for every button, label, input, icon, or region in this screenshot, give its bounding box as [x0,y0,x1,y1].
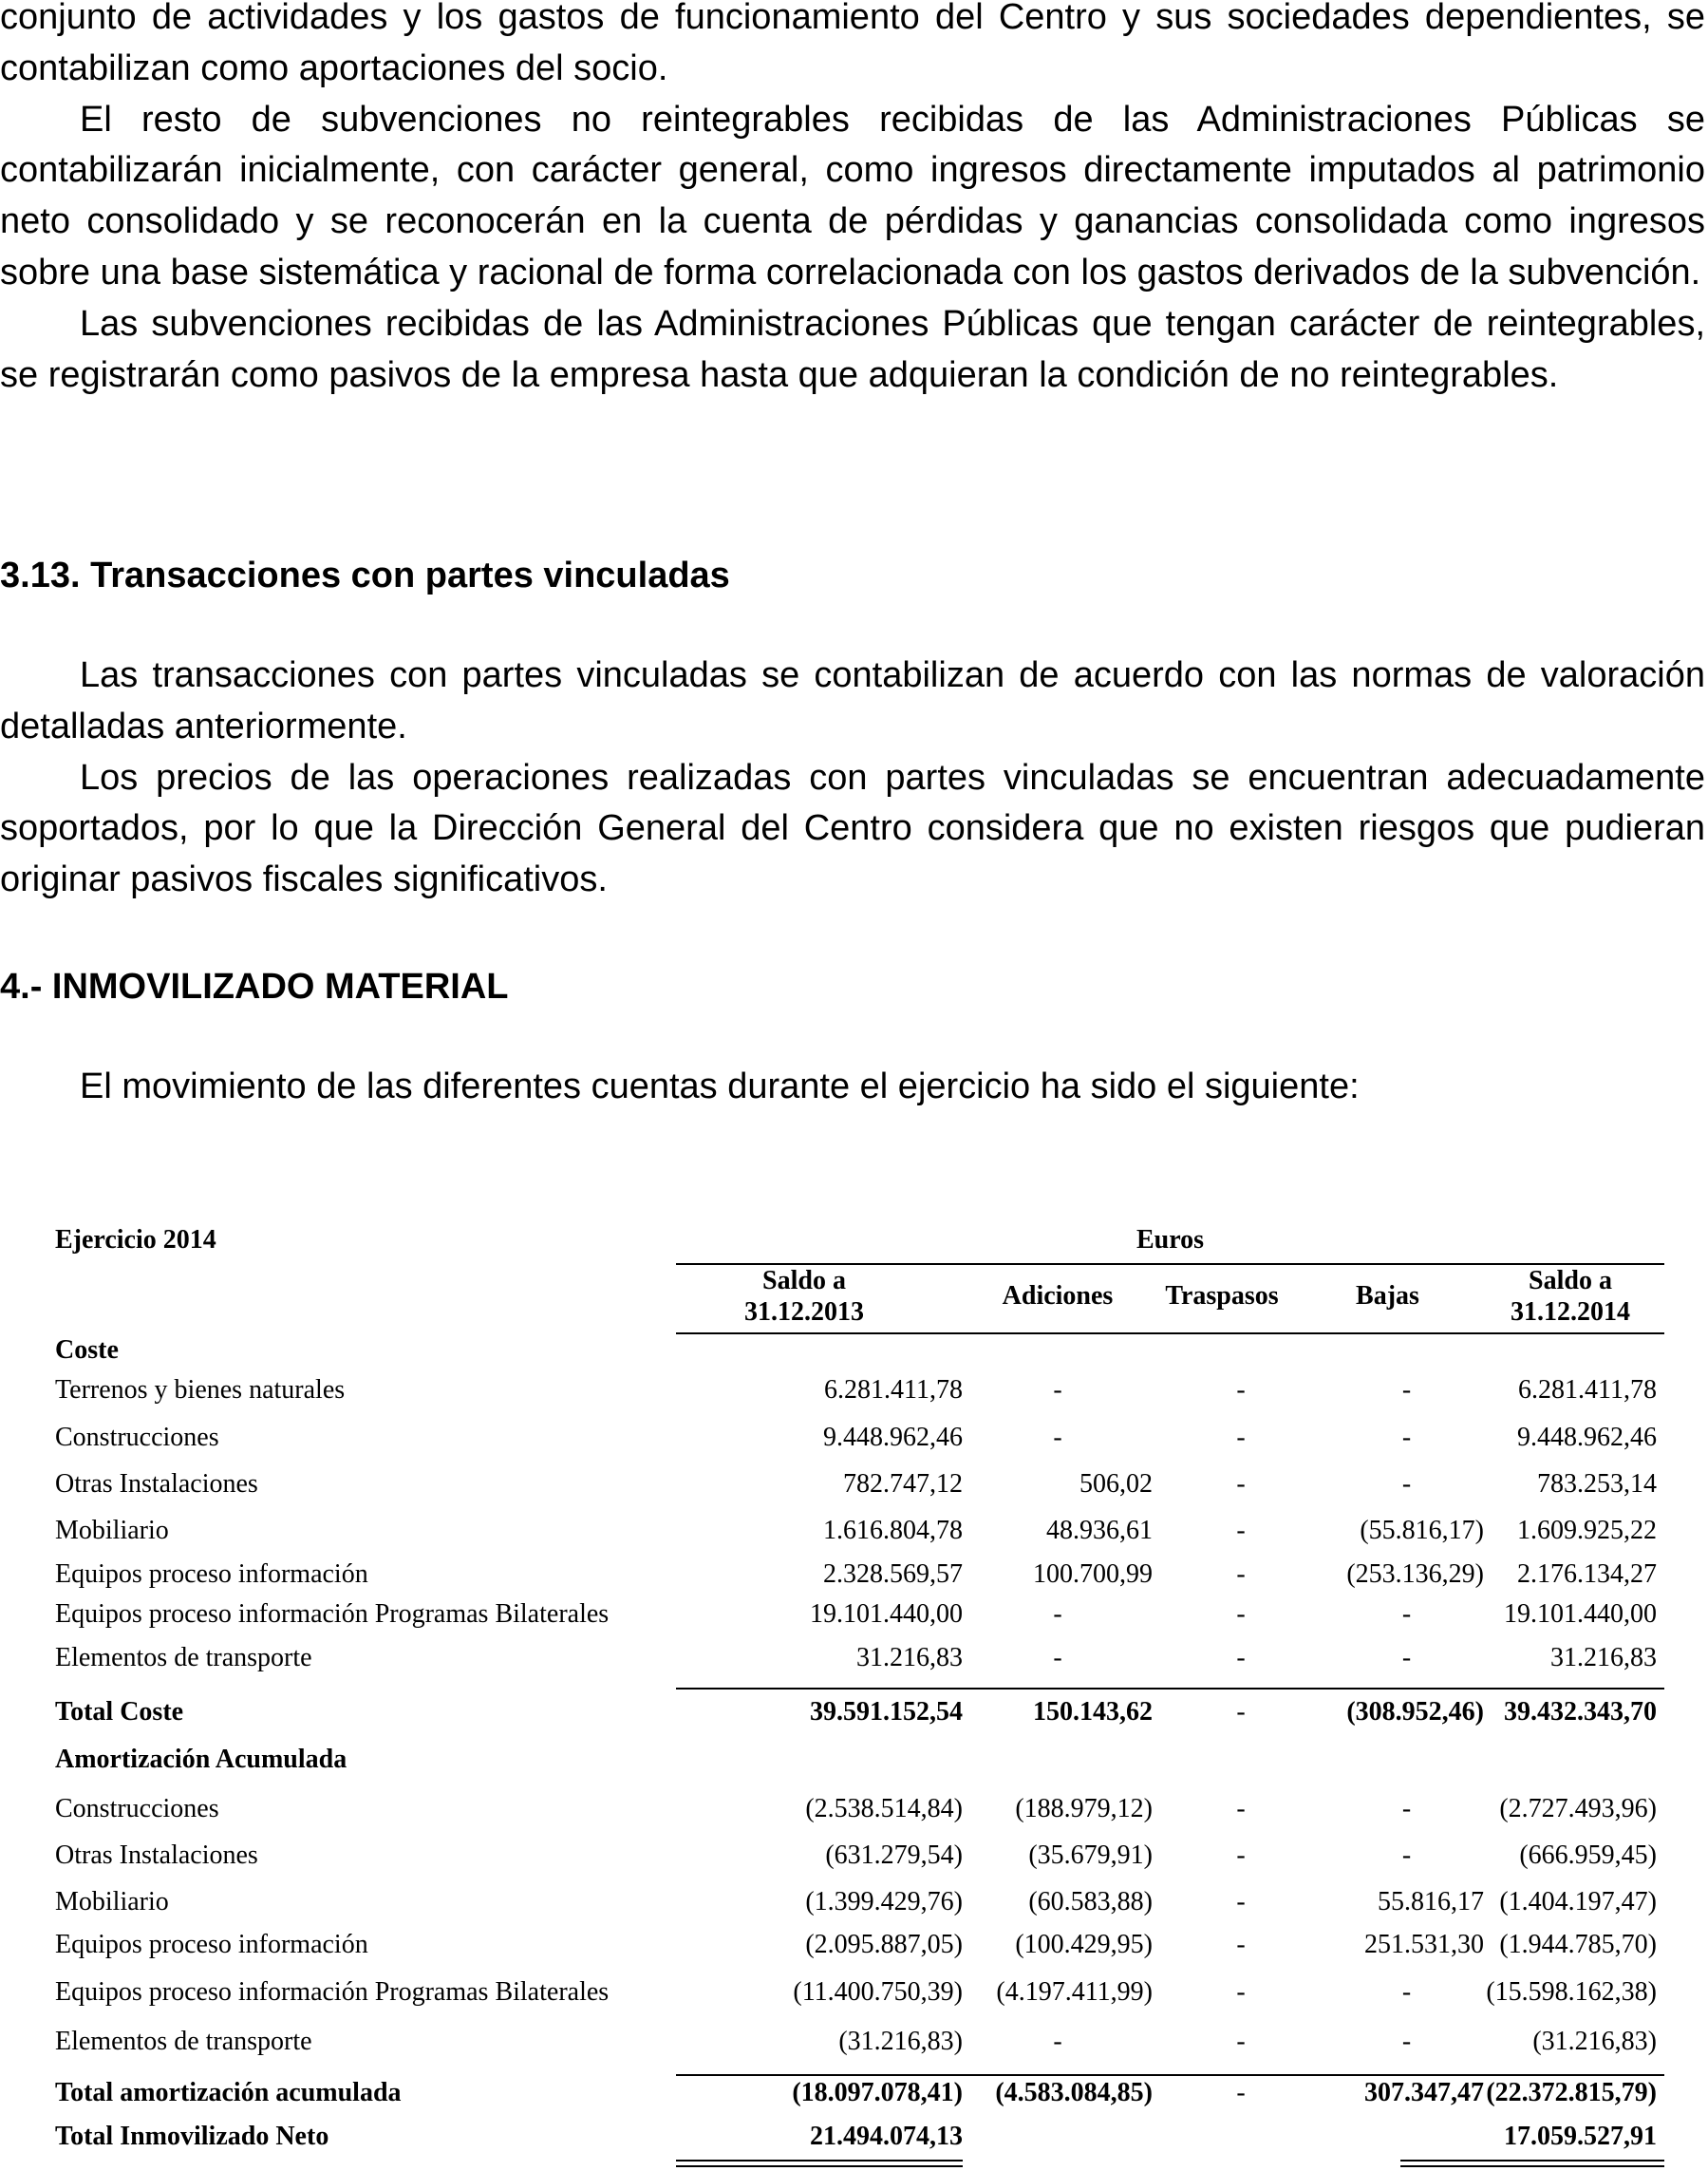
row-label: Equipos proceso información Programas Bilaterales [55,1599,610,1629]
cell-saldo-2013: 1.616.804,78 [823,1516,963,1545]
cell-traspasos: - [1236,1794,1246,1823]
cell-adiciones: (100.429,95) [1015,1930,1153,1959]
cell-saldo-2013: (2.538.514,84) [805,1794,963,1823]
total-row [55,2070,1664,2114]
cell-saldo-2013: (18.097.078,41) [792,2078,963,2107]
table-row [55,2021,1664,2070]
cell-traspasos: - [1236,1423,1246,1452]
cell-bajas: - [1401,1469,1412,1499]
cell-bajas: - [1401,1977,1412,2007]
cell-bajas: 251.531,30 [1364,1930,1484,1959]
column-header-line: 31.12.2013 [744,1297,864,1327]
paragraph: Las subvenciones recibidas de las Administraciones Públicas que tengan carácter de reintegrables, se registrarán como pasivos de la empresa hasta que adquieran la condición de no reintegrables. [0,303,1705,395]
paragraph: Las transacciones con partes vinculadas se contabilizan de acuerdo con las normas de valoración detalladas anteriormente. [0,655,1705,746]
fixed-assets-table [55,1225,1664,2171]
cell-saldo-2014: (666.959,45) [1519,1841,1657,1870]
group-label: Coste [55,1335,119,1365]
intro-paragraphs [0,0,1705,401]
total-divider [676,1688,1664,1690]
net-total-row [55,2114,1664,2171]
cell-saldo-2014: (22.372.815,79) [1486,2078,1657,2107]
row-label: Mobiliario [55,1516,169,1545]
cell-saldo-2014: (1.404.197,47) [1499,1887,1657,1916]
cell-saldo-2014: 39.432.343,70 [1504,1697,1657,1727]
cell-saldo-2013: (2.095.887,05) [805,1930,963,1959]
cell-adiciones: - [1053,2027,1062,2056]
cell-traspasos: - [1236,1930,1246,1959]
cell-bajas: (253.136,29) [1346,1559,1484,1589]
cell-bajas: 55.816,17 [1378,1887,1484,1916]
column-header-adiciones: Adiciones [1002,1281,1114,1311]
cell-adiciones: (188.979,12) [1015,1794,1153,1823]
cell-saldo-2014: (2.727.493,96) [1499,1794,1657,1823]
cell-bajas: - [1401,1643,1412,1672]
column-header-bajas: Bajas [1356,1281,1419,1311]
cell-adiciones: 506,02 [1079,1469,1153,1499]
row-label: Mobiliario [55,1887,169,1916]
cell-saldo-2013: (631.279,54) [825,1841,963,1870]
cell-saldo-2014: 17.059.527,91 [1504,2122,1657,2151]
column-header-line: 31.12.2014 [1511,1297,1630,1327]
cell-saldo-2014: (31.216,83) [1532,2027,1657,2056]
cell-traspasos: - [1236,2078,1246,2107]
cell-saldo-2014: 2.176.134,27 [1517,1559,1657,1589]
cell-traspasos: - [1236,1697,1246,1727]
cell-bajas: (55.816,17) [1360,1516,1484,1545]
cell-adiciones: 150.143,62 [1033,1697,1153,1727]
table-header [55,1225,1664,1337]
table-row [55,1559,1664,1599]
table-row [55,1972,1664,2021]
table-row [55,1469,1664,1516]
paragraph: El resto de subvenciones no reintegrables recibidas de las Administraciones Públicas se contabilizarán inicialmente, con carácter general, como ingresos directamente imputados al patrimonio neto consolidado y se reconocerán en la cuenta de pérdidas y ganancias consolidada como ingresos sobre una base sistemática y racional de forma correlacionada con los gastos derivados de la subvención. [0,99,1705,293]
cell-saldo-2014: (15.598.162,38) [1486,1977,1657,2007]
group-label: Amortización Acumulada [55,1745,347,1774]
table-row [55,1516,1664,1559]
cell-saldo-2013: 6.281.411,78 [824,1375,963,1405]
cell-saldo-2013: 782.747,12 [843,1469,963,1499]
section-heading: 3.13. Transacciones con partes vinculadas [0,556,730,595]
cell-bajas: - [1401,2027,1412,2056]
cell-saldo-2013: 9.448.962,46 [823,1423,963,1452]
paragraph: Los precios de las operaciones realizadas con partes vinculadas se encuentran adecuadamente soportados, por lo que la Dirección General del Centro considera que no existen riesgos que pudieran originar pasivos fiscales significativos. [0,757,1705,900]
column-header-line: Saldo a [762,1266,846,1295]
paragraph: El movimiento de las diferentes cuentas durante el ejercicio ha sido el siguiente: [80,1067,1360,1106]
cell-adiciones: - [1053,1375,1062,1405]
cell-saldo-2013: 31.216,83 [856,1643,963,1672]
cell-adiciones: (4.583.084,85) [995,2078,1153,2107]
cell-traspasos: - [1236,1977,1246,2007]
cell-adiciones: (60.583,88) [1028,1887,1153,1916]
cell-adiciones: - [1053,1643,1062,1672]
cell-saldo-2014: 783.253,14 [1537,1469,1657,1499]
cell-saldo-2013: 21.494.074,13 [810,2122,963,2151]
table-row [55,1881,1664,1924]
section-313-paragraphs [0,651,1705,906]
table-row [55,1643,1664,1690]
cell-saldo-2014: 31.216,83 [1550,1643,1657,1672]
row-label: Construcciones [55,1423,219,1452]
row-label: Equipos proceso información [55,1930,368,1959]
cell-saldo-2013: (31.216,83) [838,2027,963,2056]
table-row [55,1423,1664,1469]
column-header-saldo-2013 [676,1265,932,1328]
table-row [55,1924,1664,1972]
column-header-line: Saldo a [1529,1266,1612,1295]
cell-bajas: - [1401,1423,1412,1452]
cell-adiciones: - [1053,1599,1062,1629]
cell-traspasos: - [1236,2027,1246,2056]
cell-bajas: - [1401,1375,1412,1405]
cell-bajas: - [1401,1841,1412,1870]
section-4-intro [0,1062,1705,1113]
column-header-traspasos: Traspasos [1165,1281,1279,1311]
cell-traspasos: - [1236,1469,1246,1499]
group-label-row [55,1337,1664,1375]
total-row [55,1690,1664,1739]
column-header-saldo-2014 [1484,1265,1657,1328]
cell-traspasos: - [1236,1887,1246,1916]
cell-traspasos: - [1236,1643,1246,1672]
table-row [55,1375,1664,1423]
cell-bajas: - [1401,1599,1412,1629]
row-label: Equipos proceso información [55,1559,368,1589]
table-row [55,1599,1664,1643]
cell-traspasos: - [1236,1559,1246,1589]
cell-traspasos: - [1236,1516,1246,1545]
double-underline [1400,2160,1664,2167]
total-divider [676,2074,1664,2076]
cell-saldo-2014: 19.101.440,00 [1504,1599,1657,1629]
table-row [55,1835,1664,1881]
row-label: Otras Instalaciones [55,1469,258,1499]
cell-adiciones: 48.936,61 [1046,1516,1153,1545]
cell-saldo-2013: 2.328.569,57 [823,1559,963,1589]
cell-adiciones: (4.197.411,99) [996,1977,1153,2007]
cell-saldo-2013: 39.591.152,54 [810,1697,963,1727]
cell-saldo-2014: 6.281.411,78 [1518,1375,1657,1405]
row-label: Total Inmovilizado Neto [55,2122,329,2151]
row-label: Terrenos y bienes naturales [55,1375,346,1405]
cell-traspasos: - [1236,1375,1246,1405]
double-underline [676,2160,963,2167]
row-label: Elementos de transporte [55,2027,312,2056]
row-label: Elementos de transporte [55,1643,312,1672]
table-year-label: Ejercicio 2014 [55,1225,216,1255]
cell-bajas: 307.347,47 [1364,2078,1484,2107]
row-label: Total Coste [55,1697,184,1727]
row-label: Total amortización acumulada [55,2078,402,2107]
cell-saldo-2014: 1.609.925,22 [1517,1516,1657,1545]
row-label: Otras Instalaciones [55,1841,258,1870]
cell-adiciones: 100.700,99 [1033,1559,1153,1589]
group-label-row [55,1739,1664,1788]
table-row [55,1788,1664,1835]
cell-traspasos: - [1236,1841,1246,1870]
row-label: Equipos proceso información Programas Bilaterales [55,1977,610,2007]
cell-adiciones: - [1053,1423,1062,1452]
header-divider [676,1332,1664,1334]
cell-adiciones: (35.679,91) [1028,1841,1153,1870]
row-label: Construcciones [55,1794,219,1823]
cell-bajas: (308.952,46) [1346,1697,1484,1727]
paragraph: conjunto de actividades y los gastos de funcionamiento del Centro y sus sociedades dependientes, se contabilizan como aportaciones del socio. [0,0,1705,88]
currency-label: Euros [1136,1225,1205,1255]
cell-saldo-2013: (11.400.750,39) [793,1977,963,2007]
cell-saldo-2014: (1.944.785,70) [1499,1930,1657,1959]
cell-bajas: - [1401,1794,1412,1823]
cell-traspasos: - [1236,1599,1246,1629]
cell-saldo-2014: 9.448.962,46 [1517,1423,1657,1452]
section-heading: 4.- INMOVILIZADO MATERIAL [0,967,509,1007]
cell-saldo-2013: (1.399.429,76) [805,1887,963,1916]
cell-saldo-2013: 19.101.440,00 [810,1599,963,1629]
